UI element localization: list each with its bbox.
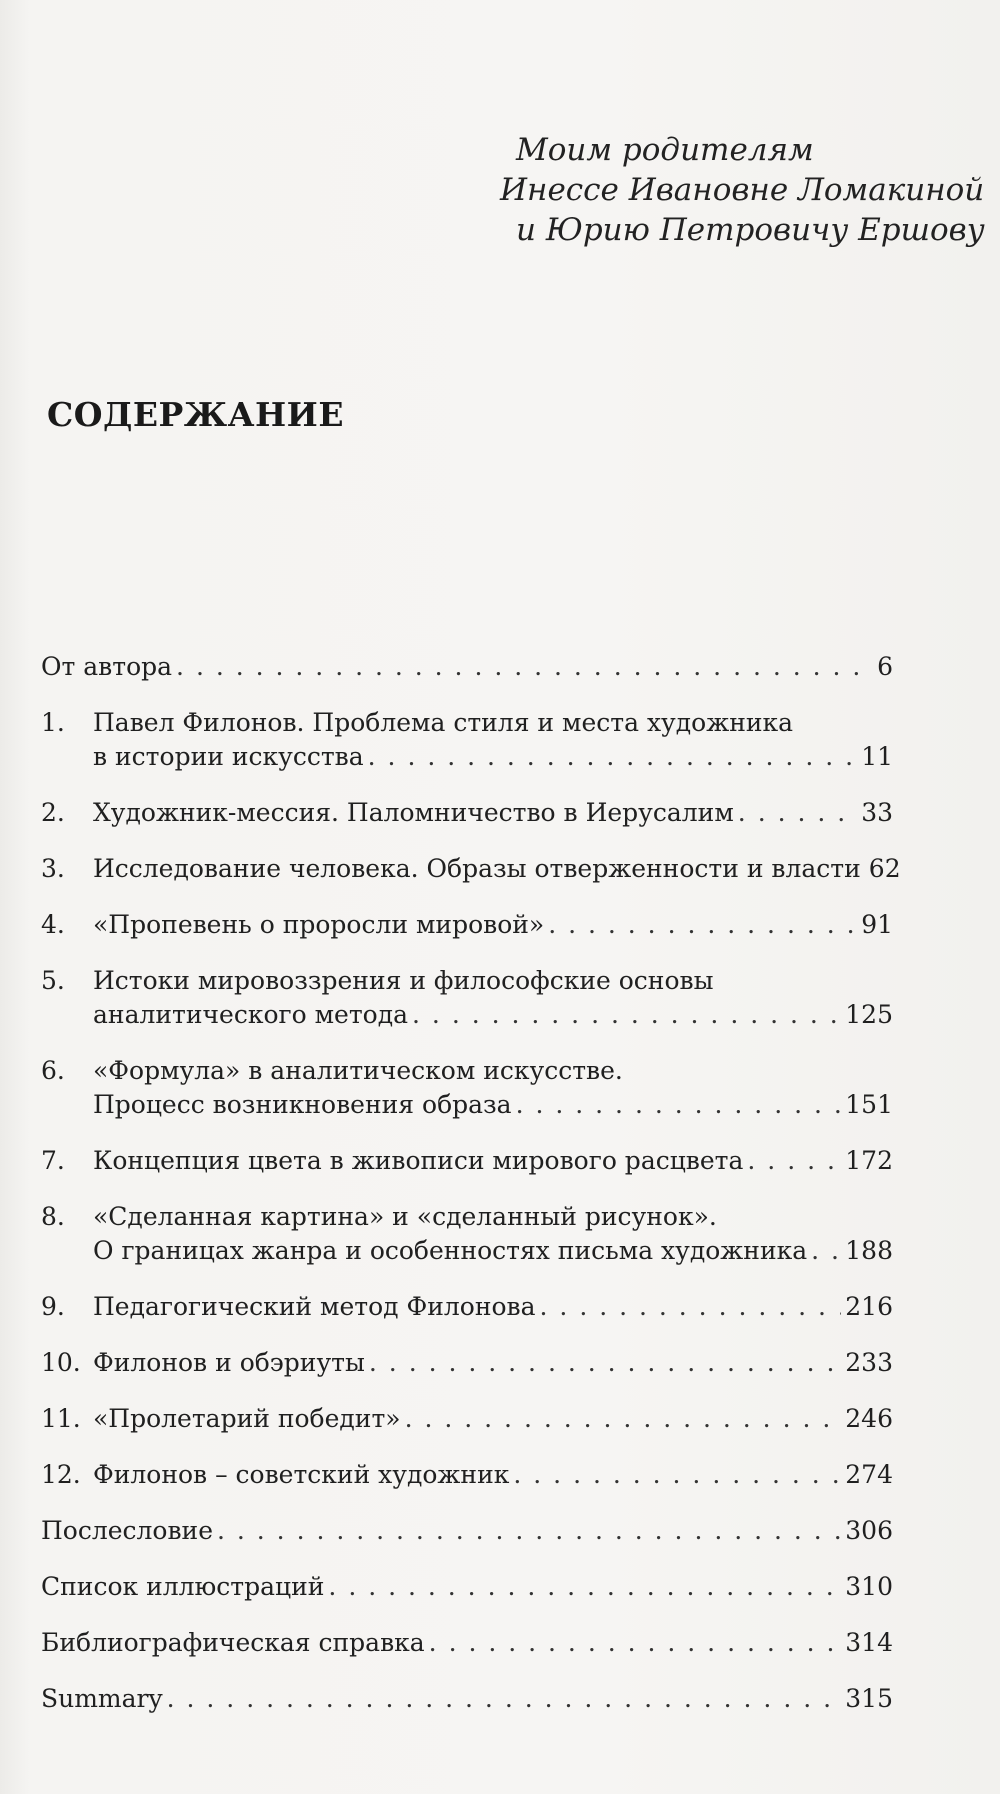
dot-leader xyxy=(513,1458,841,1492)
toc-entry-page: 306 xyxy=(845,1516,893,1545)
toc-entry-body xyxy=(41,1626,893,1660)
toc-entry-body xyxy=(93,964,893,1032)
toc-entry-line xyxy=(93,740,893,774)
toc-entry-line xyxy=(93,1458,893,1492)
dot-leader xyxy=(747,1144,841,1178)
dot-leader xyxy=(516,1088,842,1122)
toc-entry-line xyxy=(93,964,893,998)
dot-leader xyxy=(369,1346,841,1380)
toc-entry-body xyxy=(41,1682,893,1716)
toc-entry-title: Концепция цвета в живописи мирового расцвета xyxy=(93,1146,744,1175)
toc-entry xyxy=(41,1054,893,1122)
toc-entry-body xyxy=(93,1054,893,1122)
toc-entry xyxy=(41,1682,893,1716)
dedication-line: Моим родителям xyxy=(516,132,814,168)
toc-entry-number: 1. xyxy=(41,708,65,737)
toc-entry-page: 274 xyxy=(845,1460,893,1489)
dot-leader xyxy=(368,740,858,774)
dot-leader xyxy=(412,998,841,1032)
toc-entry-title: Summary xyxy=(41,1684,163,1713)
toc-entry-number: 9. xyxy=(41,1292,65,1321)
dot-leader xyxy=(328,1570,841,1604)
toc-entry xyxy=(41,1626,893,1660)
toc-entry-line xyxy=(93,1088,893,1122)
toc-entry-line xyxy=(93,852,901,886)
toc-entry-page: 11 xyxy=(861,742,893,771)
toc-entry-line xyxy=(93,1144,893,1178)
toc-entry-page: 315 xyxy=(845,1684,893,1713)
dot-leader xyxy=(167,1682,842,1716)
toc-entry-title: Филонов и обэриуты xyxy=(93,1348,365,1377)
toc-entry-line xyxy=(93,1234,893,1268)
toc-entry xyxy=(41,1200,893,1268)
dot-leader xyxy=(738,796,857,830)
dot-leader xyxy=(429,1626,842,1660)
toc-entry xyxy=(41,1458,893,1492)
toc-entry-number: 5. xyxy=(41,966,65,995)
toc-entry-title: Список иллюстраций xyxy=(41,1572,325,1601)
toc-entry xyxy=(41,1290,893,1324)
toc-entry xyxy=(41,796,893,830)
toc-entry xyxy=(41,1346,893,1380)
toc-entry-title: Послесловие xyxy=(41,1516,213,1545)
toc-entry-line xyxy=(41,650,893,684)
toc-entry-number: 12. xyxy=(41,1460,81,1489)
toc-entry-page: 188 xyxy=(845,1236,893,1265)
toc-entry-body xyxy=(93,796,893,830)
toc-entry-line xyxy=(41,1682,893,1716)
toc-entry-body xyxy=(41,650,893,684)
toc-entry-line xyxy=(41,1514,893,1548)
toc-entry-number: 4. xyxy=(41,910,65,939)
dot-leader xyxy=(405,1402,842,1436)
toc-entry-title: «Пропевень о проросли мировой» xyxy=(93,910,545,939)
toc-entry-title: «Формула» в аналитическом искусстве. xyxy=(93,1056,623,1085)
toc-entry-title: аналитического метода xyxy=(93,1000,409,1029)
toc-entry-page: 6 xyxy=(877,652,893,681)
toc-entry-line xyxy=(93,908,893,942)
toc-entry xyxy=(41,852,901,886)
dedication-line: и Юрию Петровичу Ершову xyxy=(516,212,985,248)
dot-leader xyxy=(548,908,857,942)
dedication-line: Инессе Ивановне Ломакиной xyxy=(500,172,985,208)
toc-entry xyxy=(41,1570,893,1604)
toc-entry-page: 125 xyxy=(845,1000,893,1029)
toc-title: СОДЕРЖАНИЕ xyxy=(47,395,345,434)
toc-entry-title: «Пролетарий победит» xyxy=(93,1404,401,1433)
toc-entry-line xyxy=(41,1626,893,1660)
toc-entry-page: 33 xyxy=(861,798,893,827)
toc-entry-body xyxy=(93,1458,893,1492)
toc-entry-title: Художник-мессия. Паломничество в Иерусалим xyxy=(93,798,734,827)
toc-entry xyxy=(41,964,893,1032)
toc-entry-page: 310 xyxy=(845,1572,893,1601)
toc-entry-number: 3. xyxy=(41,854,65,883)
toc-entry-body xyxy=(93,852,901,886)
toc-entry xyxy=(41,650,893,684)
toc-entry-title: Процесс возникновения образа xyxy=(93,1090,512,1119)
dot-leader xyxy=(540,1290,842,1324)
toc-entry-body xyxy=(41,1514,893,1548)
toc-entry-number: 10. xyxy=(41,1348,81,1377)
toc-entry-body xyxy=(93,1200,893,1268)
dot-leader xyxy=(176,650,873,684)
toc-entry xyxy=(41,908,893,942)
dedication xyxy=(500,130,985,250)
toc-entry-title: «Сделанная картина» и «сделанный рисунок». xyxy=(93,1202,717,1231)
table-of-contents xyxy=(41,650,901,1738)
toc-entry-body xyxy=(93,1346,893,1380)
toc-entry-body xyxy=(93,1402,893,1436)
toc-entry xyxy=(41,1144,893,1178)
toc-entry-title: Исследование человека. Образы отверженности и власти xyxy=(93,854,861,883)
toc-entry-number: 6. xyxy=(41,1056,65,1085)
toc-entry-body xyxy=(93,706,893,774)
toc-entry-line xyxy=(93,1290,893,1324)
toc-entry-body xyxy=(93,1144,893,1178)
toc-entry-number: 8. xyxy=(41,1202,65,1231)
toc-entry-line xyxy=(93,1402,893,1436)
toc-entry-body xyxy=(93,908,893,942)
toc-entry xyxy=(41,706,893,774)
toc-entry-line xyxy=(93,1054,893,1088)
toc-entry-page: 233 xyxy=(845,1348,893,1377)
toc-entry-line xyxy=(93,998,893,1032)
toc-entry-line xyxy=(41,1570,893,1604)
toc-entry-body xyxy=(93,1290,893,1324)
toc-entry-page: 216 xyxy=(845,1292,893,1321)
toc-entry-title: Педагогический метод Филонова xyxy=(93,1292,536,1321)
toc-entry-title: Павел Филонов. Проблема стиля и места художника xyxy=(93,708,794,737)
toc-entry-page: 172 xyxy=(845,1146,893,1175)
toc-entry-title: Филонов – советский художник xyxy=(93,1460,510,1489)
toc-entry-line xyxy=(93,706,893,740)
toc-entry-title: От автора xyxy=(41,652,173,681)
toc-entry-number: 11. xyxy=(41,1404,81,1433)
toc-entry xyxy=(41,1402,893,1436)
toc-entry-line xyxy=(93,1200,893,1234)
toc-entry-title: О границах жанра и особенностях письма художника xyxy=(93,1236,808,1265)
toc-entry-page: 62 xyxy=(868,854,901,883)
toc-entry-page: 151 xyxy=(845,1090,893,1119)
toc-entry-line xyxy=(93,796,893,830)
dot-leader xyxy=(811,1234,841,1268)
toc-entry-title: Истоки мировоззрения и философские основы xyxy=(93,966,714,995)
dot-leader xyxy=(217,1514,841,1548)
toc-entry-title: в истории искусства xyxy=(93,742,364,771)
toc-entry-page: 91 xyxy=(861,910,893,939)
toc-entry-number: 7. xyxy=(41,1146,65,1175)
toc-entry-body xyxy=(41,1570,893,1604)
toc-entry-page: 314 xyxy=(845,1628,893,1657)
toc-entry xyxy=(41,1514,893,1548)
toc-entry-number: 2. xyxy=(41,798,65,827)
toc-entry-page: 246 xyxy=(845,1404,893,1433)
toc-entry-line xyxy=(93,1346,893,1380)
toc-entry-title: Библиографическая справка xyxy=(41,1628,425,1657)
